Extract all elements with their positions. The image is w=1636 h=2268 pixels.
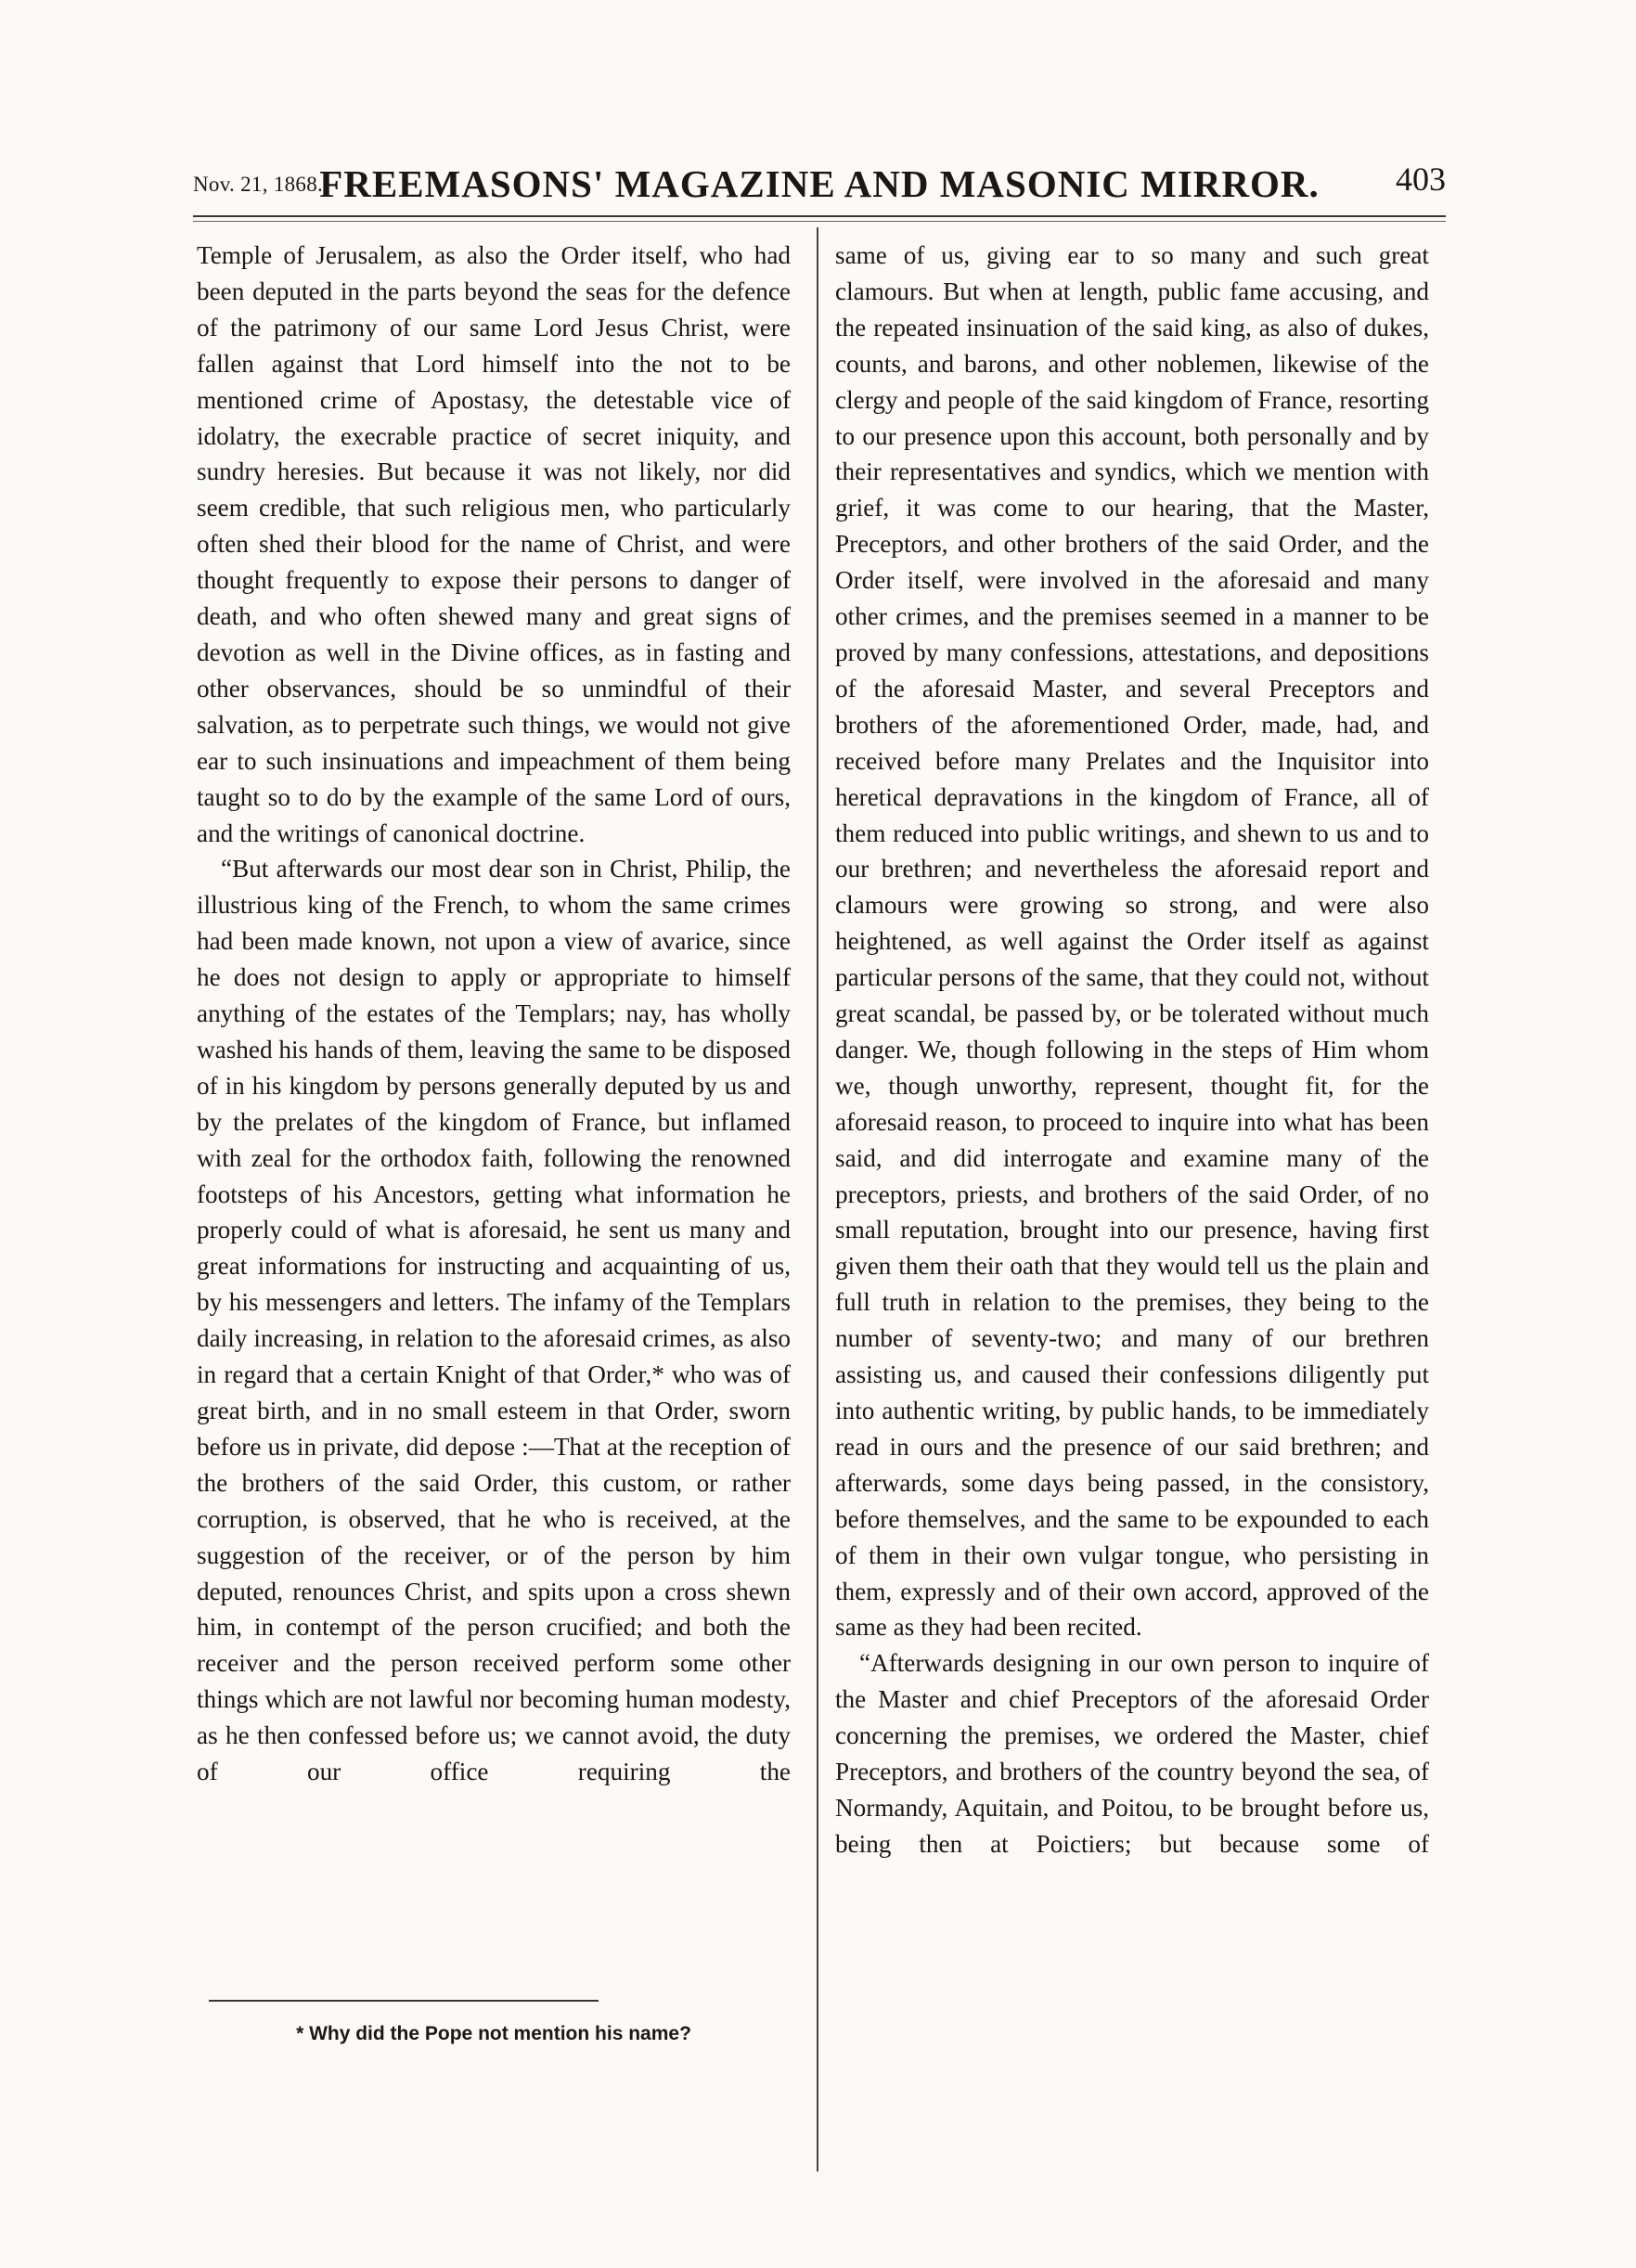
issue-date: Nov. 21, 1868.] bbox=[193, 173, 331, 196]
paragraph: Temple of Jerusalem, as also the Order itself, who had been deputed in the parts beyond the seas for the defence of the patrimony of our same Lord Jesus Christ, were fallen against that Lord himself into the not to be mentioned crime of Apostasy, the detestable vice of idolatry, the execrable practice of secret iniquity, and sundry heresies. But because it was not likely, nor did seem credible, that such religious men, who particularly often shed their blood for the name of Christ, and were thought frequently to expose their persons to danger of death, and who often shewed many and great signs of devotion as well in the Divine offices, as in fasting and other observances, should be so unmindful of their salvation, as to perpetrate such things, we would not give ear to such insinuations and impeachment of them being taught so to do by the example of the same Lord of ours, and the writings of canonical doctrine. bbox=[197, 241, 791, 847]
right-column bbox=[835, 238, 1429, 1862]
page-number: 403 bbox=[1396, 161, 1446, 198]
paragraph: “Afterwards designing in our own person to inquire of the Master and chief Preceptors of the aforesaid Order concerning the premises, we ordered the Master, chief Preceptors, and brothers of the country beyond the sea, of Normandy, Aquitain, and Poitou, to be brought before us, being then at Poictiers; but because some of bbox=[835, 1649, 1429, 1858]
footnote-rule bbox=[209, 2000, 599, 2002]
paragraph: “But afterwards our most dear son in Christ, Philip, the illustrious king of the French, to whom the same crimes had been made known, not upon a view of avarice, since he does not design to apply or appropriate to himself anything of the estates of the Templars; nay, has wholly washed his hands of them, leaving the same to be disposed of in his kingdom by persons generally deputed by us and by the prelates of the kingdom of France, but inflamed with zeal for the orthodox faith, following the renowned footsteps of his Ancestors, getting what information he properly could of what is aforesaid, he sent us many and great informations for instructing and acquainting of us, by his messengers and letters. The infamy of the Templars daily increasing, in relation to the aforesaid crimes, as also in regard that a certain Knight of that Order,* who was of great birth, and in no small esteem in that Order, sworn before us in private, did depose :—That at the reception of the brothers of the said Order, this custom, or rather corruption, is observed, that he who is received, at the suggestion of the receiver, or of the person by him deputed, renounces Christ, and spits upon a cross shewn him, in contempt of the person crucified; and both the receiver and the person received perform some other things which are not lawful nor becoming human modesty, as he then confessed before us; we cannot avoid, the duty of our office requiring the bbox=[197, 855, 791, 1786]
magazine-title: FREEMASONS' MAGAZINE AND MASONIC MIRROR. bbox=[319, 162, 1320, 205]
header-rule bbox=[193, 215, 1446, 217]
running-header bbox=[193, 160, 1446, 206]
paragraph: same of us, giving ear to so many and such great clamours. But when at length, public fame accusing, and the repeated insinuation of the said king, as also of dukes, counts, and barons, and other noblemen, likewise of the clergy and people of the said kingdom of France, resorting to our presence upon this account, both personally and by their representatives and syndics, which we mention with grief, it was come to our hearing, that the Master, Preceptors, and other brothers of the said Order, and the Order itself, were involved in the aforesaid and many other crimes, and the premises seemed in a manner to be proved by many confessions, attestations, and depositions of the aforesaid Master, and several Preceptors and brothers of the aforementioned Order, made, had, and received before many Prelates and the Inquisitor into heretical depravations in the kingdom of France, all of them reduced into public writings, and shewn to us and to our brethren; and nevertheless the aforesaid report and clamours were growing so strong, and were also heightened, as well against the Order itself as against particular persons of the same, that they could not, without great scandal, be passed by, or be tolerated without much danger. We, though following in the steps of Him whom we, though unworthy, represent, thought fit, for the aforesaid reason, to proceed to inquire into what has been said, and did interrogate and examine many of the preceptors, priests, and brothers of the said Order, of no small reputation, brought into our presence, having first given them their oath that they would tell us the plain and full truth in relation to the premises, they being to the number of seventy-two; and many of our brethren assisting us, and caused their confessions diligently put into authentic writing, by public hands, to be immediately read in ours and the presence of our said brethren; and afterwards, some days being passed, in the consistory, before themselves, and the same to be expounded to each of them in their own vulgar tongue, who persisting in them, expressly and of their own accord, approved of the same as they had been recited. bbox=[835, 241, 1429, 1642]
footnote: * Why did the Pope not mention his name? bbox=[296, 2023, 691, 2044]
left-column bbox=[197, 238, 791, 1790]
column-divider bbox=[817, 227, 818, 2171]
header-rule-thin bbox=[193, 221, 1446, 222]
